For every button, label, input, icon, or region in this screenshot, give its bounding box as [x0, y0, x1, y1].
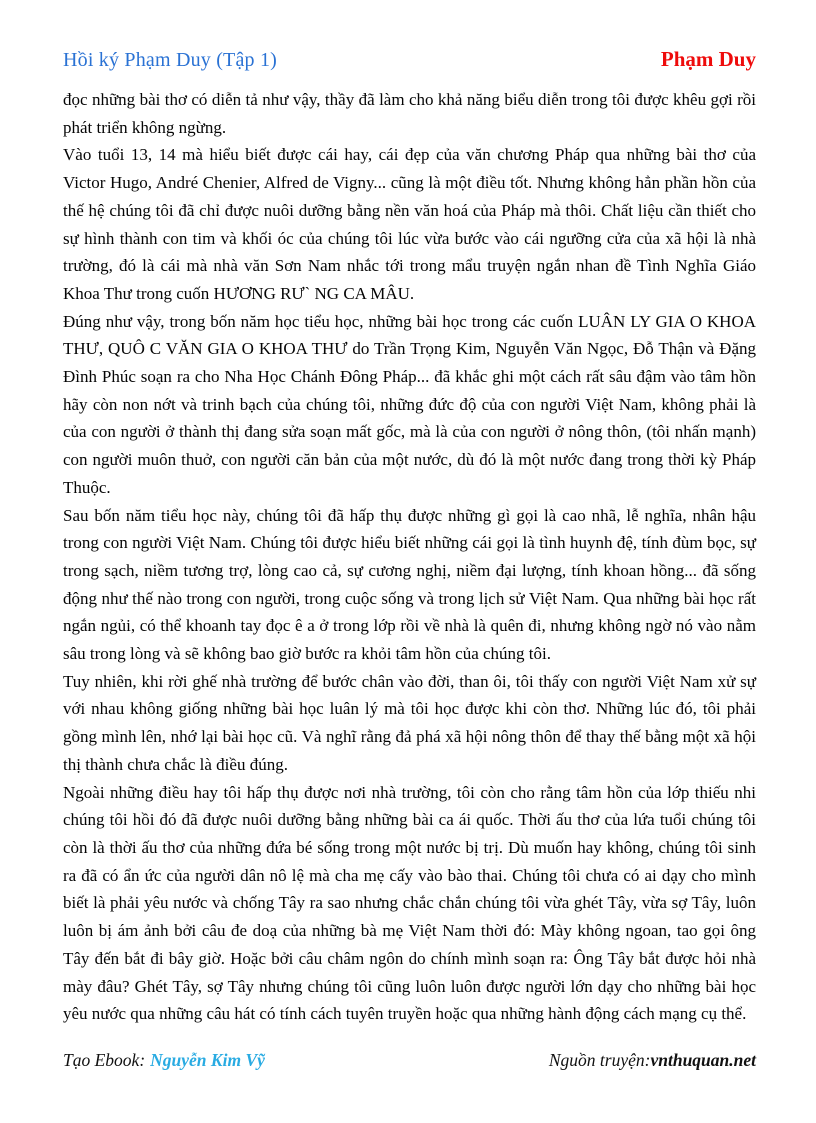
book-title: Hồi ký Phạm Duy (Tập 1) [63, 49, 278, 71]
body-paragraph: Tuy nhiên, khi rời ghế nhà trường để bước chân vào đời, than ôi, tôi thấy con người Việt Nam xử sự với nhau không giống những bài học luân lý mà tôi học được khi còn thơ. Những lúc đó, tôi phải gồng mình lên, nhớ lại bài học cũ. Và nghĩ rằng đả phá xã hội nông thôn để thay thế bằng một xã hội thị thành chưa chắc là điều đúng. [63, 671, 756, 774]
author-name: Phạm Duy [660, 47, 756, 71]
body-paragraph: Sau bốn năm tiểu học này, chúng tôi đã hấp thụ được những gì gọi là cao nhã, lễ nghĩa, nhân hậu trong con người Việt Nam. Chúng tôi được hiểu biết những cái gọi là tình huynh đệ, tính đùm bọc, sự trong sạch, niềm tương trợ, lòng cao cả, sự cương nghị, niềm đại lượng, tính khoan hồng... đã sống động như thế nào trong con người, trong cuộc sống và trong lịch sử Việt Nam. Qua những bài học rất ngắn ngủi, có thể khoanh tay đọc ê a ở trong lớp rồi về nhà là quên đi, nhưng không ngờ nó vào nằm sâu trong lòng và sẽ không bao giờ bước ra khỏi tâm hồn của chúng tôi. [63, 505, 756, 664]
source-credit [549, 1050, 756, 1071]
body-text [63, 86, 756, 1028]
page-footer [63, 1050, 756, 1071]
source-credit-label: Nguồn truyện: [548, 1050, 651, 1070]
ebook-credit-label: Tạo Ebook: [63, 1050, 146, 1070]
body-paragraph: đọc những bài thơ có diễn tả như vậy, thầy đã làm cho khả năng biểu diễn trong tôi được khêu gợi rồi phát triển không ngừng. [63, 90, 756, 137]
source-site-name: vnthuquan.net [650, 1050, 756, 1070]
page-header [63, 47, 756, 72]
ebook-credit [63, 1050, 265, 1071]
body-paragraph: Ngoài những điều hay tôi hấp thụ được nơi nhà trường, tôi còn cho rằng tâm hồn của lớp thiếu nhi chúng tôi hồi đó đã được nuôi dưỡng bằng những bài ca ái quốc. Thời ấu thơ của lứa tuổi chúng tôi còn là thời ấu thơ của những đứa bé sống trong một nước bị trị. Dù muốn hay không, chúng tôi sinh ra đã có ẩn ức của người dân nô lệ mà cha mẹ cấy vào bào thai. Chúng tôi chưa có ai dạy cho mình biết là phải yêu nước và chống Tây ra sao nhưng chắc chắn chúng tôi vừa ghét Tây, vừa sợ Tây, luôn luôn bị ám ảnh bởi câu đe doạ của những bà mẹ Việt Nam thời đó: Mày không ngoan, tao gọi ông Tây đến bắt đi bây giờ. Hoặc bởi câu châm ngôn do chính mình soạn ra: Ông Tây bắt được hỏi nhà mày đâu? Ghét Tây, sợ Tây nhưng chúng tôi cũng luôn luôn được người lớn dạy cho những bài học yêu nước qua những câu hát có tính cách tuyên truyền hoặc qua những hành động cách mạng cụ thể. [63, 782, 756, 1024]
body-paragraph: Vào tuổi 13, 14 mà hiểu biết được cái hay, cái đẹp của văn chương Pháp qua những bài thơ của Victor Hugo, André Chenier, Alfred de Vigny... cũng là một điều tốt. Nhưng không hẳn phần hồn của thế hệ chúng tôi đã chỉ được nuôi dưỡng bằng nền văn hoá của Pháp mà thôi. Chất liệu cần thiết cho sự hình thành con tim và khối óc của chúng tôi lúc vừa bước vào cái ngưỡng cửa của xã hội là nhà trường, đó là cái mà nhà văn Sơn Nam nhắc tới trong mẩu truyện ngắn nhan đề Tình Nghĩa Giáo Khoa Thư trong cuốn HƯƠNG RƯ` NG CA MÂU. [63, 145, 756, 303]
body-paragraph: Đúng như vậy, trong bốn năm học tiểu học, những bài học trong các cuốn LUÂN LY GIA O KHOA THƯ, QUÔ C VĂN GIA O KHOA THƯ do Trần Trọng Kim, Nguyễn Văn Ngọc, Đỗ Thận và Đặng Đình Phúc soạn ra cho Nha Học Chánh Đông Pháp... đã khắc ghi một cách rất sâu đậm vào tâm hồn hãy còn non nớt và trinh bạch của chúng tôi, những đức độ của con người Việt Nam, không phải là của con người ở thành thị đang sửa soạn mất gốc, mà là của con người ở nông thôn, (tôi nhấn mạnh) con người muôn thuở, con người căn bản của một nước, dù đó là một nước đang trong thời kỳ Pháp Thuộc. [63, 311, 756, 497]
ebook-creator-link[interactable]: Nguyễn Kim Vỹ [150, 1050, 265, 1070]
